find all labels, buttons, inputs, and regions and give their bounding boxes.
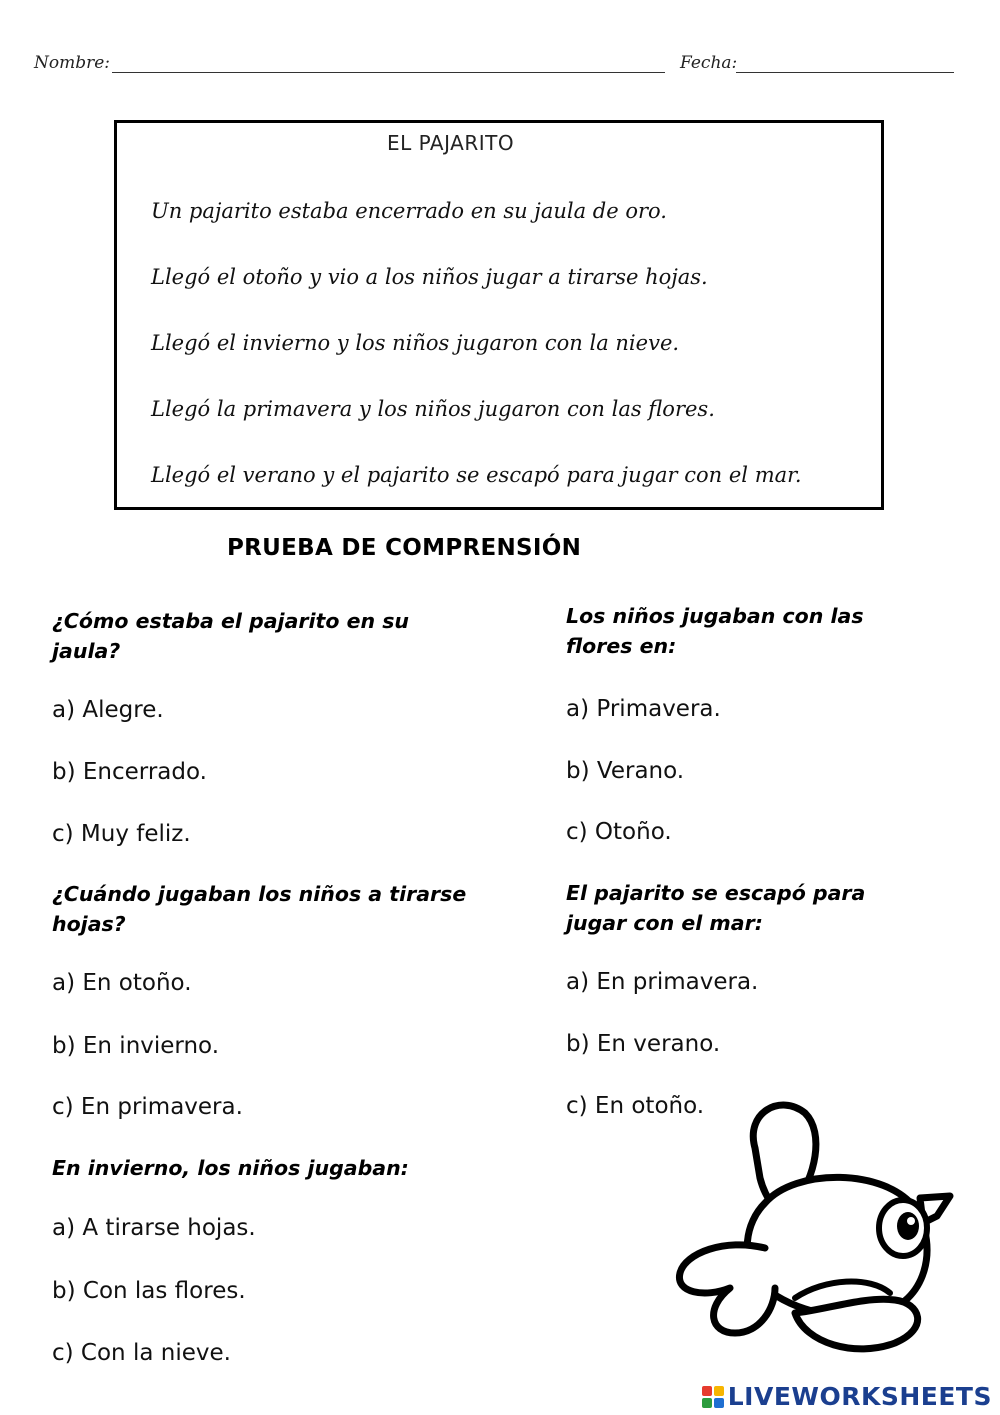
badge-cell: [714, 1398, 724, 1408]
badge-cell: [702, 1386, 712, 1396]
option-3b[interactable]: b) Con las flores.: [52, 1278, 246, 1304]
option-4b[interactable]: b) Verano.: [566, 758, 685, 784]
story-line: Llegó el verano y el pajarito se escapó para jugar con el mar.: [151, 463, 802, 487]
question-4: Los niños jugaban con las flores en:: [566, 604, 864, 658]
brand-text: LIVEWORKSHEETS: [727, 1382, 992, 1411]
question-1: ¿Cómo estaba el pajarito en su jaula?: [52, 609, 410, 663]
option-3c[interactable]: c) Con la nieve.: [52, 1340, 231, 1366]
option-5a[interactable]: a) En primavera.: [566, 969, 759, 995]
name-field[interactable]: [112, 72, 665, 73]
option-5b[interactable]: b) En verano.: [566, 1031, 721, 1057]
story-line: Un pajarito estaba encerrado en su jaula de oro.: [151, 199, 667, 223]
option-2c[interactable]: c) En primavera.: [52, 1094, 243, 1120]
option-4a[interactable]: a) Primavera.: [566, 696, 721, 722]
option-1c[interactable]: c) Muy feliz.: [52, 821, 191, 847]
story-line: Llegó el otoño y vio a los niños jugar a tirarse hojas.: [151, 265, 708, 289]
name-label: Nombre:: [34, 53, 111, 73]
story-line: Llegó la primavera y los niños jugaron con las flores.: [151, 397, 715, 421]
question-5: El pajarito se escapó para jugar con el mar:: [566, 881, 866, 935]
option-2a[interactable]: a) En otoño.: [52, 970, 192, 996]
option-5c[interactable]: c) En otoño.: [566, 1093, 705, 1119]
story-line: Llegó el invierno y los niños jugaron con la nieve.: [151, 331, 680, 355]
date-label: Fecha:: [680, 53, 738, 73]
story-title: EL PAJARITO: [387, 131, 515, 155]
badge-cell: [702, 1398, 712, 1408]
question-3: En invierno, los niños jugaban:: [52, 1156, 409, 1180]
story-box: [114, 120, 884, 510]
date-field[interactable]: [736, 72, 954, 73]
brand-badge-icon: [702, 1386, 724, 1408]
quiz-title: PRUEBA DE COMPRENSIÓN: [227, 535, 582, 561]
option-2b[interactable]: b) En invierno.: [52, 1033, 220, 1059]
option-4c[interactable]: c) Otoño.: [566, 819, 672, 845]
question-2: ¿Cuándo jugaban los niños a tirarse hojas?: [52, 882, 467, 936]
bird-icon: [665, 1088, 965, 1388]
brand-logo[interactable]: [702, 1382, 992, 1411]
option-3a[interactable]: a) A tirarse hojas.: [52, 1215, 256, 1241]
option-1a[interactable]: a) Alegre.: [52, 697, 164, 723]
badge-cell: [714, 1386, 724, 1396]
option-1b[interactable]: b) Encerrado.: [52, 759, 207, 785]
